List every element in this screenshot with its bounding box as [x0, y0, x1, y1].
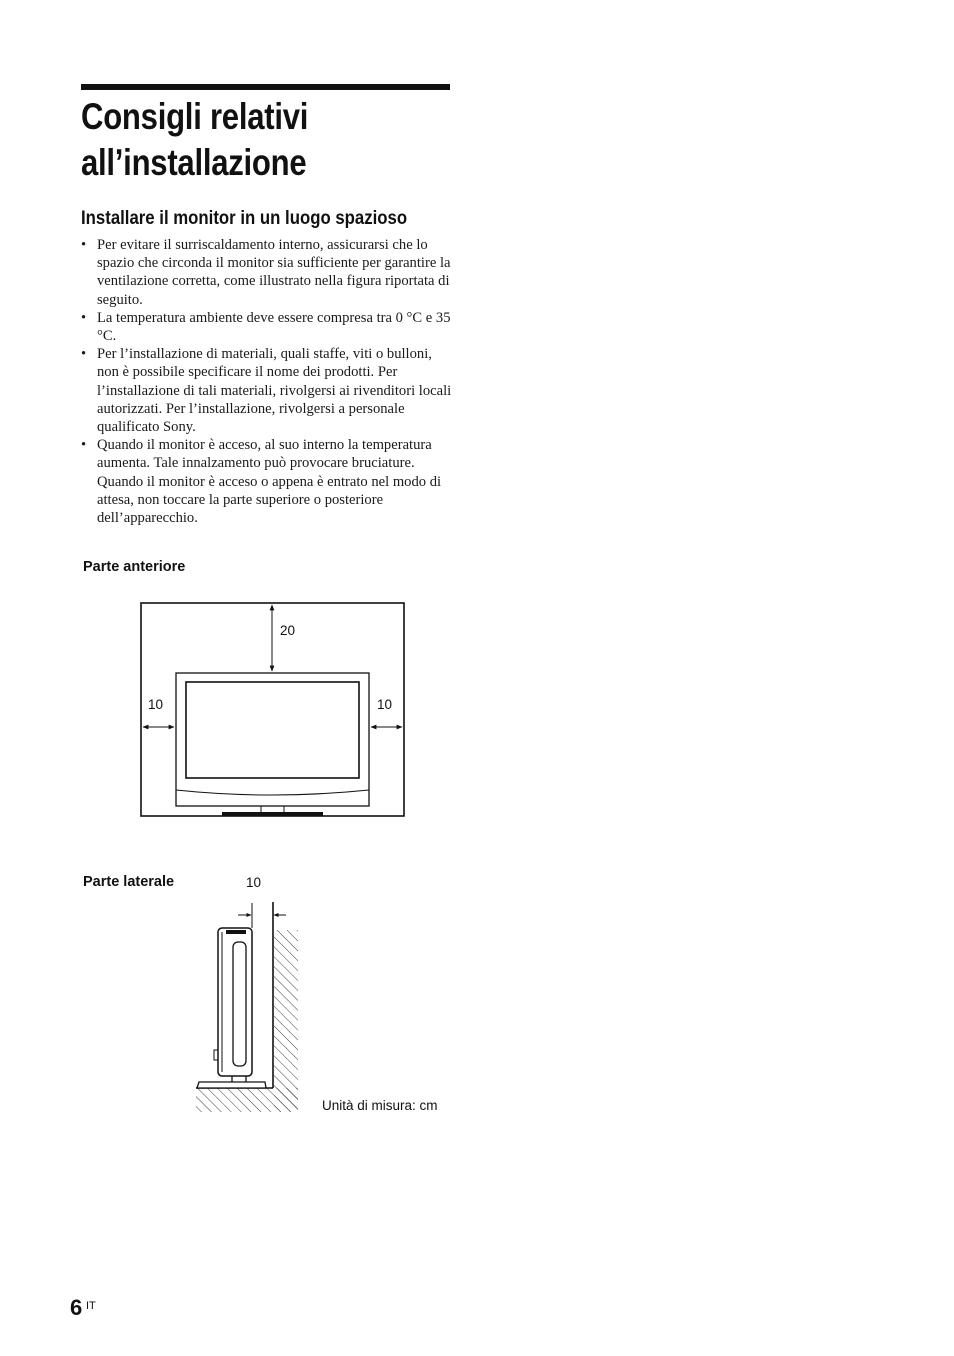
monitor-side-top-edge	[226, 930, 246, 934]
rear-clearance-value: 10	[246, 875, 262, 890]
unit-note: Unità di misura: cm	[322, 1098, 438, 1113]
front-view-label: Parte anteriore	[83, 559, 186, 575]
bullet-text: Per l’installazione di materiali, quali staffe, viti o bulloni, non è possibile specificare il nome dei prodotti. Per l’installazione di tali materiali, rivolgersi ai rivenditori locali autorizzati. Per l’installazione, rivolgersi a personale qualificato Sony.	[97, 346, 452, 436]
bullet-text: La temperatura ambiente deve essere compresa tra 0 °C e 35 °C.	[97, 309, 451, 345]
bullet-icon: •	[81, 309, 87, 326]
bullet-text: Per evitare il surriscaldamento interno, assicurarsi che lo spazio che circonda il monitor sia sufficiente per garantire la ventilazione corretta, come illustrato nella figura riportata di seguito.	[97, 237, 451, 308]
bullet-icon: •	[81, 237, 87, 253]
wall-hatch	[274, 930, 298, 1112]
language-code: IT	[86, 1300, 96, 1312]
section-heading: Installare il monitor in un luogo spazioso	[81, 207, 408, 229]
floor-hatch	[196, 1088, 298, 1112]
bullet-icon: •	[81, 346, 87, 363]
left-clearance-value: 10	[148, 697, 164, 712]
page-number: 6	[70, 1295, 83, 1320]
page-title-line-2: all’installazione	[81, 142, 307, 183]
stand-base	[197, 1082, 266, 1088]
top-clearance-value: 20	[280, 623, 296, 638]
side-view-label: Parte laterale	[83, 874, 175, 890]
monitor-side-body	[218, 928, 252, 1076]
right-clearance-value: 10	[377, 697, 393, 712]
page-title-line-1: Consigli relativi	[81, 96, 309, 137]
bullet-icon: •	[81, 437, 87, 454]
bullet-text: Quando il monitor è acceso, al suo interno la temperatura aumenta. Tale innalzamento può provocare bruciature. Quando il monitor è acceso o appena è entrato nel modo di attesa, non toccare la parte superiore o posteriore dell’apparecchio.	[97, 437, 442, 527]
